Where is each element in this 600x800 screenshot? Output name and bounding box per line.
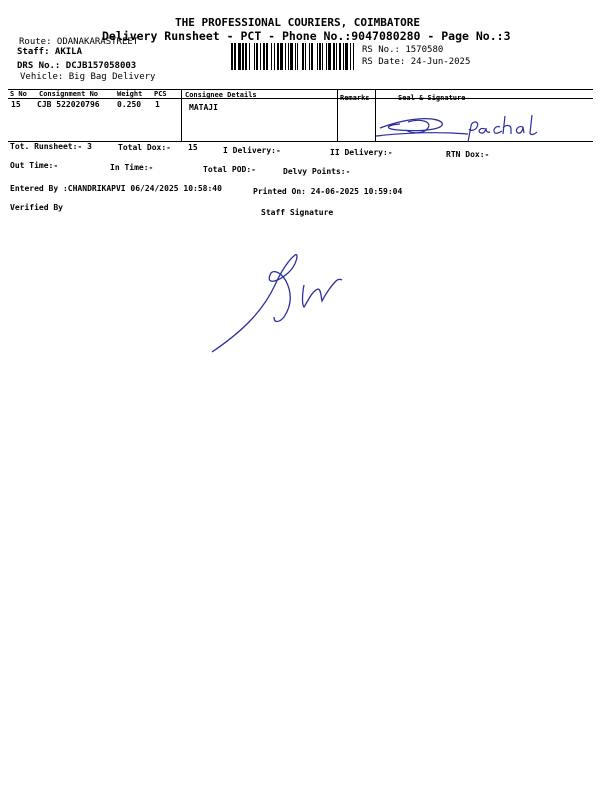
- entered-by: Entered By :CHANDRIKAPVI 06/24/2025 10:58:40: [10, 184, 222, 193]
- staff-signature-label: Staff Signature: [261, 208, 334, 217]
- rs-number: RS No.: 1570580: [362, 45, 444, 55]
- tot-runsheet: Tot. Runsheet:- 3: [10, 142, 92, 151]
- i-delivery-label: I Delivery:-: [223, 146, 281, 155]
- table-cell-consignment: CJB 522020796: [37, 100, 100, 109]
- table-column-divider: [181, 89, 182, 141]
- total-pod-label: Total POD:-: [203, 165, 256, 174]
- company-title: THE PROFESSIONAL COURIERS, COIMBATORE: [175, 16, 421, 29]
- column-header-consignment: Consignment No: [39, 90, 99, 98]
- runsheet-title: Delivery Runsheet - PCT - Phone No.:9047080280 - Page No.:3: [102, 29, 511, 43]
- drs-value: DCJB157058003: [65, 61, 137, 71]
- in-time-label: In Time:-: [110, 163, 154, 172]
- out-time-label: Out Time:-: [10, 161, 59, 170]
- column-header-sno: S No: [10, 90, 27, 98]
- rs-date: RS Date: 24-Jun-2025: [362, 57, 471, 67]
- column-header-pcs: PCS: [154, 90, 167, 98]
- rtn-dox-label: RTN Dox:-: [446, 150, 490, 159]
- table-column-divider: [337, 89, 338, 141]
- column-header-consignee: Consignee Details: [185, 91, 257, 99]
- column-header-weight: Weight: [117, 90, 143, 98]
- table-cell-pcs: 1: [155, 100, 160, 109]
- vehicle-label: Vehicle: Big Bag Delivery: [20, 72, 156, 82]
- drs-label: DRS No.:: [17, 61, 61, 71]
- table-cell-weight: 0.250: [117, 100, 142, 109]
- table-cell-sno: 15: [11, 100, 21, 109]
- column-header-remarks: Remarks: [340, 94, 370, 102]
- staff-label: Staff: AKILA: [17, 47, 83, 57]
- drs-number: [17, 61, 136, 71]
- verified-by: Verified By: [10, 203, 63, 212]
- route-label: Route: ODANAKARASTREET: [19, 37, 139, 47]
- table-cell-consignee: MATAJI: [189, 103, 218, 112]
- barcode: [231, 43, 357, 70]
- delvy-points-label: Delvy Points:-: [283, 167, 351, 176]
- total-dox-label: Total Dox:-: [118, 143, 171, 152]
- ii-delivery-label: II Delivery:-: [330, 148, 393, 157]
- column-header-seal: Seal & Signature: [398, 94, 466, 102]
- staff-signature: [200, 245, 360, 360]
- table-header-rule: [8, 98, 593, 99]
- barcode-bar: [354, 43, 356, 70]
- seal-signature: [372, 112, 552, 148]
- total-dox-value: 15: [188, 143, 198, 152]
- printed-on: Printed On: 24-06-2025 10:59:04: [253, 187, 403, 196]
